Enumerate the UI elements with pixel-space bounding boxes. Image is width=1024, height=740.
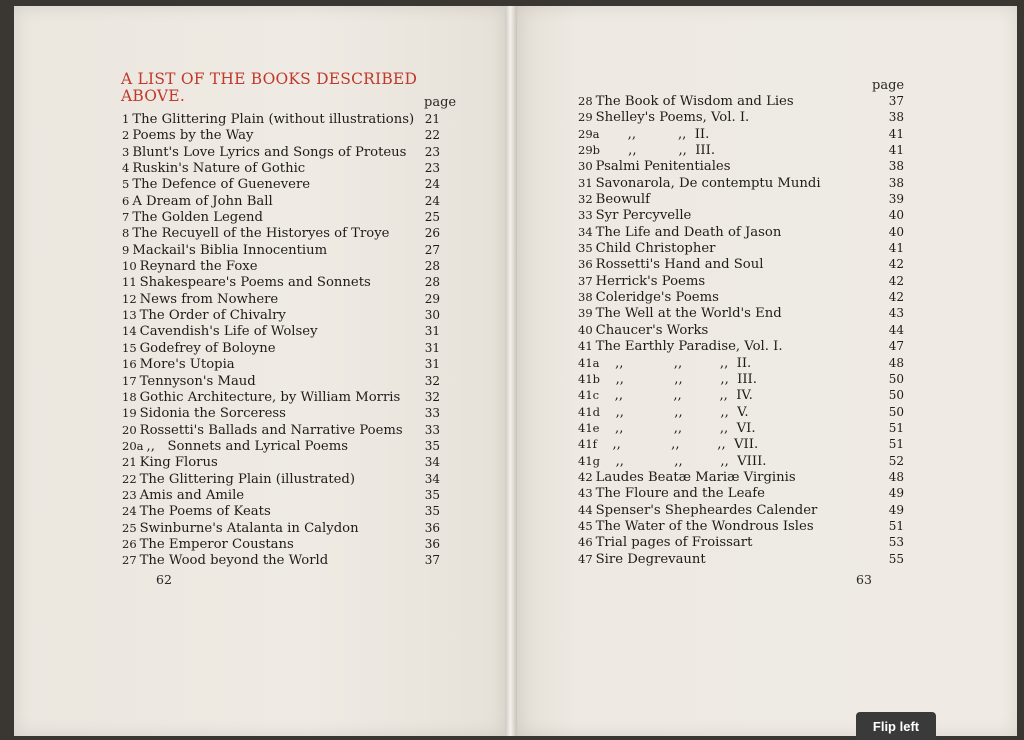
- book-entry-text: [122, 176, 310, 192]
- book-entry-number: 32: [578, 192, 593, 207]
- book-entry-number: 3: [122, 144, 130, 159]
- book-entry-text: [578, 453, 767, 469]
- list-heading: [121, 71, 446, 105]
- book-entry-text: [122, 503, 271, 519]
- book-entry: [122, 144, 440, 160]
- book-entry-text: [578, 469, 796, 485]
- book-entry-title: Psalmi Penitentiales: [595, 159, 731, 175]
- book-entry-text: [578, 142, 715, 158]
- book-entry-number: 31: [578, 175, 593, 190]
- book-entry-text: [578, 420, 756, 436]
- book-entry-page: 37: [888, 94, 904, 108]
- left-page-folio: 62: [156, 572, 172, 587]
- book-entry-page: 41: [888, 241, 904, 256]
- book-entry-number: 35: [578, 241, 593, 256]
- book-entry: [578, 158, 904, 174]
- book-entry-text: [578, 273, 705, 289]
- book-entry: [122, 160, 440, 176]
- book-entry-number: 23: [122, 487, 137, 502]
- book-entry-page: 36: [424, 536, 440, 551]
- book-entry-number: 37: [578, 273, 593, 288]
- book-entry: [578, 534, 904, 550]
- book-entry: [578, 109, 904, 125]
- book-entry-title: ,, Sonnets and Lyrical Poems: [146, 438, 348, 454]
- book-entry-number: 41d: [578, 404, 600, 419]
- book-entry: [578, 191, 904, 207]
- book-entry-page: 48: [888, 469, 904, 484]
- book-entry-text: [122, 438, 348, 454]
- book-entry: [578, 453, 904, 469]
- book-entry-text: [578, 175, 821, 191]
- book-entry: [578, 305, 904, 321]
- book-entry-title: Chaucer's Works: [595, 322, 709, 338]
- book-entry-text: [122, 225, 389, 241]
- book-entry-page: 40: [888, 224, 904, 239]
- left-book-list: [122, 111, 440, 569]
- book-entry-text: [122, 160, 305, 176]
- book-entry-page: 36: [424, 520, 440, 535]
- book-entry-page: 44: [888, 322, 904, 337]
- book-entry-text: [578, 485, 765, 501]
- book-entry-page: 41: [888, 143, 904, 158]
- book-entry-title: ,, ,, ,, VII.: [599, 437, 759, 453]
- right-page-column-label: page: [872, 78, 905, 93]
- book-entry-title: The Glittering Plain (illustrated): [139, 471, 356, 487]
- book-entry-page: 29: [424, 291, 440, 306]
- book-entry-title: The Emperor Coustans: [139, 536, 294, 552]
- book-entry-title: The Wood beyond the World: [139, 553, 329, 569]
- book-entry-number: 41e: [578, 420, 600, 435]
- book-entry: [578, 256, 904, 272]
- book-entry-page: 33: [424, 422, 440, 437]
- book-entry: [578, 518, 904, 534]
- book-entry-text: [122, 307, 286, 323]
- book-entry: [122, 422, 440, 438]
- book-entry-page: 22: [424, 128, 440, 143]
- book-entry-page: 41: [888, 126, 904, 141]
- book-entry-number: 41: [578, 339, 593, 354]
- book-entry-title: Sidonia the Sorceress: [139, 406, 286, 422]
- book-entry-number: 29a: [578, 126, 600, 141]
- book-entry-number: 40: [578, 322, 593, 337]
- book-entry: [122, 225, 440, 241]
- book-entry-number: 19: [122, 406, 137, 421]
- book-entry-number: 20a: [122, 438, 144, 453]
- book-entry: [122, 454, 440, 470]
- list-heading-line1: A LIST OF THE BOOKS DESCRIBED: [121, 70, 418, 88]
- book-entry-text: [122, 209, 263, 225]
- book-entry-text: [122, 487, 244, 503]
- book-entry-text: [122, 291, 278, 307]
- book-entry-page: 35: [424, 504, 440, 519]
- book-entry-text: [122, 340, 276, 356]
- book-entry-page: 37: [424, 553, 440, 568]
- book-entry: [122, 373, 440, 389]
- book-entry-text: [122, 552, 328, 568]
- book-entry-page: 24: [424, 193, 440, 208]
- book-entry-page: 31: [424, 340, 440, 355]
- book-entry: [122, 552, 440, 568]
- book-entry-title: The Book of Wisdom and Lies: [595, 94, 794, 109]
- book-entry: [578, 207, 904, 223]
- book-entry-page: 42: [888, 257, 904, 272]
- book-entry-text: [578, 404, 749, 420]
- book-entry: [122, 127, 440, 143]
- book-entry-text: [578, 207, 691, 223]
- book-entry-title: The Water of the Wondrous Isles: [595, 518, 814, 534]
- book-entry-text: [578, 93, 794, 109]
- book-entry-title: Rossetti's Hand and Soul: [595, 257, 764, 273]
- book-entry-title: The Life and Death of Jason: [595, 224, 782, 240]
- book-entry: [122, 471, 440, 487]
- book-entry-number: 36: [578, 257, 593, 272]
- book-entry-number: 34: [578, 224, 593, 239]
- book-entry-number: 28: [578, 94, 593, 108]
- book-entry-title: Trial pages of Froissart: [595, 535, 753, 551]
- book-entry-number: 2: [122, 128, 130, 143]
- book-entry-number: 41f: [578, 437, 597, 452]
- book-entry: [578, 469, 904, 485]
- book-entry-page: 50: [888, 404, 904, 419]
- book-entry-text: [122, 258, 258, 274]
- book-entry-number: 5: [122, 177, 130, 192]
- book-entry-text: [578, 126, 709, 142]
- book-entry: [122, 291, 440, 307]
- book-entry-number: 9: [122, 242, 130, 257]
- book-entry-title: The Recuyell of the Historyes of Troye: [132, 226, 390, 242]
- book-entry-page: 25: [424, 210, 440, 225]
- book-entry-page: 34: [424, 471, 440, 486]
- left-page-column-label: page: [424, 95, 457, 110]
- book-entry: [578, 142, 904, 158]
- book-entry-page: 26: [424, 226, 440, 241]
- book-entry-number: 1: [122, 112, 130, 126]
- book-entry-number: 14: [122, 324, 137, 339]
- book-entry-page: 43: [888, 306, 904, 321]
- book-entry-text: [122, 520, 359, 536]
- book-entry: [122, 503, 440, 519]
- book-entry: [578, 371, 904, 387]
- book-entry-page: 55: [888, 551, 904, 566]
- book-entry-text: [578, 289, 719, 305]
- book-entry-number: 38: [578, 290, 593, 305]
- book-entry-text: [122, 323, 318, 339]
- book-entry-page: 32: [424, 389, 440, 404]
- book-entry: [578, 387, 904, 403]
- book-entry-number: 25: [122, 520, 137, 535]
- book-entry-text: [578, 387, 753, 403]
- book-entry-page: 35: [424, 438, 440, 453]
- book-entry-number: 47: [578, 551, 593, 566]
- book-entry: [122, 111, 440, 127]
- book-entry-title: The Defence of Guenevere: [132, 177, 311, 193]
- book-entry: [122, 209, 440, 225]
- book-entry-page: 47: [888, 339, 904, 354]
- book-entry: [578, 338, 904, 354]
- book-entry-title: News from Nowhere: [139, 291, 279, 307]
- book-entry-page: 39: [888, 192, 904, 207]
- book-entry: [578, 289, 904, 305]
- book-entry-number: 16: [122, 357, 137, 372]
- book-entry-page: 42: [888, 290, 904, 305]
- book-entry-number: 41c: [578, 388, 600, 403]
- book-entry-title: ,, ,, ,, V.: [603, 404, 749, 420]
- book-entry-page: 28: [424, 275, 440, 290]
- book-entry-number: 13: [122, 308, 137, 323]
- book-entry-number: 18: [122, 389, 137, 404]
- book-entry-number: 41g: [578, 453, 600, 468]
- book-entry-text: [578, 518, 814, 534]
- book-entry-page: 40: [888, 208, 904, 223]
- book-entry-title: Sire Degrevaunt: [595, 551, 706, 567]
- book-entry-text: [122, 144, 406, 160]
- book-entry-page: 49: [888, 502, 904, 517]
- book-entry-text: [122, 193, 273, 209]
- book-entry-number: 10: [122, 259, 137, 274]
- book-entry-title: Mackail's Biblia Innocentium: [132, 242, 328, 258]
- book-entry-title: ,, ,, ,, IV.: [602, 388, 753, 404]
- book-entry-number: 22: [122, 471, 137, 486]
- book-gutter: [505, 6, 517, 736]
- book-entry-text: [122, 111, 414, 127]
- book-entry-text: [122, 422, 403, 438]
- book-entry-number: 41a: [578, 355, 600, 370]
- book-entry-number: 46: [578, 535, 593, 550]
- book-entry-text: [578, 534, 752, 550]
- book-entry-page: 24: [424, 177, 440, 192]
- book-entry-title: Child Christopher: [595, 241, 716, 257]
- book-entry-title: Cavendish's Life of Wolsey: [139, 324, 318, 340]
- book-entry-title: Rossetti's Ballads and Narrative Poems: [139, 422, 403, 438]
- book-entry-title: The Glittering Plain (without illustrations): [132, 112, 415, 127]
- book-entry-title: Swinburne's Atalanta in Calydon: [139, 520, 359, 536]
- book-entry: [122, 274, 440, 290]
- book-entry: [122, 536, 440, 552]
- book-entry-page: 28: [424, 259, 440, 274]
- book-entry: [578, 502, 904, 518]
- book-entry-number: 8: [122, 226, 130, 241]
- book-entry: [122, 389, 440, 405]
- book-entry-number: 41b: [578, 371, 600, 386]
- book-entry-text: [122, 356, 235, 372]
- book-entry-page: 50: [888, 371, 904, 386]
- book-entry-text: [578, 109, 749, 125]
- book-entry-number: 15: [122, 340, 137, 355]
- book-entry-title: Shelley's Poems, Vol. I.: [595, 110, 750, 126]
- book-entry-number: 20: [122, 422, 137, 437]
- book-entry-title: The Floure and the Leafe: [595, 486, 765, 502]
- book-entry-text: [578, 256, 763, 272]
- book-entry: [122, 520, 440, 536]
- book-entry-title: The Well at the World's End: [595, 306, 782, 322]
- book-entry-title: ,, ,, II.: [602, 126, 710, 142]
- book-entry-text: [122, 454, 218, 470]
- book-entry-number: 29b: [578, 143, 600, 158]
- book-entry-title: The Earthly Paradise, Vol. I.: [595, 339, 783, 355]
- book-entry: [578, 404, 904, 420]
- book-entry: [578, 240, 904, 256]
- book-entry-text: [122, 471, 355, 487]
- book-entry-page: 21: [424, 112, 440, 126]
- book-entry-number: 24: [122, 504, 137, 519]
- book-entry-text: [578, 224, 781, 240]
- book-entry-page: 31: [424, 357, 440, 372]
- book-entry-title: ,, ,, ,, VIII.: [603, 453, 767, 469]
- book-entry-text: [122, 373, 256, 389]
- book-entry-number: 26: [122, 536, 137, 551]
- book-entry-page: 34: [424, 455, 440, 470]
- book-entry-page: 48: [888, 355, 904, 370]
- book-entry-page: 35: [424, 487, 440, 502]
- book-entry-text: [122, 242, 327, 258]
- book-entry-title: Reynard the Foxe: [139, 259, 258, 275]
- book-entry-page: 23: [424, 161, 440, 176]
- book-entry: [578, 355, 904, 371]
- book-entry-page: 51: [888, 518, 904, 533]
- book-entry-page: 42: [888, 273, 904, 288]
- book-entry-page: 30: [424, 308, 440, 323]
- book-entry: [122, 193, 440, 209]
- book-entry-title: Tennyson's Maud: [139, 373, 256, 389]
- book-entry-text: [578, 551, 706, 567]
- right-book-list: [578, 93, 904, 567]
- book-entry-page: 32: [424, 373, 440, 388]
- book-entry: [578, 322, 904, 338]
- book-entry-title: Savonarola, De contemptu Mundi: [595, 175, 821, 191]
- book-entry-page: 27: [424, 242, 440, 257]
- book-entry-text: [578, 305, 782, 321]
- book-entry: [578, 436, 904, 452]
- book-entry-text: [578, 191, 650, 207]
- book-entry-title: ,, ,, III.: [603, 143, 716, 159]
- book-entry-number: 29: [578, 110, 593, 125]
- right-page-folio: 63: [856, 572, 872, 587]
- book-entry-title: Beowulf: [595, 192, 650, 208]
- book-entry-title: ,, ,, ,, II.: [602, 355, 752, 371]
- book-entry-number: 27: [122, 553, 137, 568]
- book-entry-page: 51: [888, 437, 904, 452]
- book-entry: [122, 242, 440, 258]
- book-entry: [122, 176, 440, 192]
- book-entry: [122, 323, 440, 339]
- book-entry-title: A Dream of John Ball: [132, 193, 273, 209]
- book-entry-page: 38: [888, 159, 904, 174]
- book-entry-text: [578, 338, 783, 354]
- book-entry-title: Shakespeare's Poems and Sonnets: [139, 275, 371, 291]
- book-entry-number: 7: [122, 210, 130, 225]
- book-entry-number: 17: [122, 373, 137, 388]
- book-entry-number: 6: [122, 193, 130, 208]
- book-entry-title: Coleridge's Poems: [595, 290, 719, 306]
- book-entry: [578, 175, 904, 191]
- book-entry: [122, 340, 440, 356]
- book-entry-number: 11: [122, 275, 137, 290]
- book-entry-text: [578, 158, 730, 174]
- book-entry-number: 21: [122, 455, 137, 470]
- book-entry-text: [578, 436, 758, 452]
- book-entry-title: Amis and Amile: [139, 487, 245, 503]
- book-entry-number: 30: [578, 159, 593, 174]
- book-entry-title: King Florus: [139, 455, 218, 471]
- book-entry-title: The Order of Chivalry: [139, 308, 286, 324]
- book-entry: [578, 224, 904, 240]
- book-entry-text: [578, 355, 751, 371]
- flip-left-button[interactable]: Flip left: [856, 712, 936, 740]
- book-entry-title: Poems by the Way: [132, 128, 254, 144]
- book-entry-text: [578, 322, 708, 338]
- book-entry: [122, 487, 440, 503]
- book-entry-title: Godefrey of Boloyne: [139, 340, 276, 356]
- book-entry-title: Ruskin's Nature of Gothic: [132, 161, 306, 177]
- book-entry-text: [122, 274, 371, 290]
- book-entry: [122, 307, 440, 323]
- book-entry-page: 38: [888, 175, 904, 190]
- book-entry-page: 38: [888, 110, 904, 125]
- book-entry: [578, 485, 904, 501]
- book-entry: [122, 258, 440, 274]
- book-entry-number: 44: [578, 502, 593, 517]
- book-entry-page: 31: [424, 324, 440, 339]
- book-entry: [578, 551, 904, 567]
- book-entry-title: Laudes Beatæ Mariæ Virginis: [595, 469, 796, 485]
- book-entry-number: 12: [122, 291, 137, 306]
- book-entry-page: 49: [888, 486, 904, 501]
- book-entry-title: ,, ,, ,, III.: [603, 371, 757, 387]
- book-entry-text: [578, 240, 715, 256]
- book-entry-number: 45: [578, 518, 593, 533]
- book-entry: [122, 356, 440, 372]
- book-entry-title: ,, ,, ,, VI.: [602, 420, 756, 436]
- book-entry-text: [122, 405, 286, 421]
- book-entry-title: Syr Percyvelle: [595, 208, 692, 224]
- book-entry-page: 50: [888, 388, 904, 403]
- book-entry-page: 33: [424, 406, 440, 421]
- book-entry-text: [122, 389, 400, 405]
- book-entry-number: 43: [578, 486, 593, 501]
- book-entry-number: 39: [578, 306, 593, 321]
- book-entry-number: 4: [122, 161, 130, 176]
- book-entry: [578, 420, 904, 436]
- book-entry-text: [122, 536, 294, 552]
- book-entry-number: 42: [578, 469, 593, 484]
- book-entry-text: [578, 502, 817, 518]
- book-entry-title: Herrick's Poems: [595, 273, 706, 289]
- book-entry-text: [122, 127, 253, 143]
- book-entry-number: 33: [578, 208, 593, 223]
- book-entry-title: More's Utopia: [139, 357, 235, 373]
- book-entry-title: Spenser's Shepheardes Calender: [595, 502, 818, 518]
- book-entry-page: 52: [888, 453, 904, 468]
- book-entry-page: 51: [888, 420, 904, 435]
- book-entry: [578, 126, 904, 142]
- book-entry-title: The Poems of Keats: [139, 504, 271, 520]
- book-entry-title: Gothic Architecture, by William Morris: [139, 389, 401, 405]
- book-entry: [578, 93, 904, 109]
- book-entry: [578, 273, 904, 289]
- book-entry: [122, 438, 440, 454]
- book-entry: [122, 405, 440, 421]
- book-entry-title: Blunt's Love Lyrics and Songs of Proteus: [132, 144, 407, 160]
- book-entry-page: 53: [888, 535, 904, 550]
- list-heading-line2: ABOVE.: [121, 87, 185, 105]
- book-entry-page: 23: [424, 144, 440, 159]
- book-entry-title: The Golden Legend: [132, 210, 263, 226]
- book-entry-text: [578, 371, 757, 387]
